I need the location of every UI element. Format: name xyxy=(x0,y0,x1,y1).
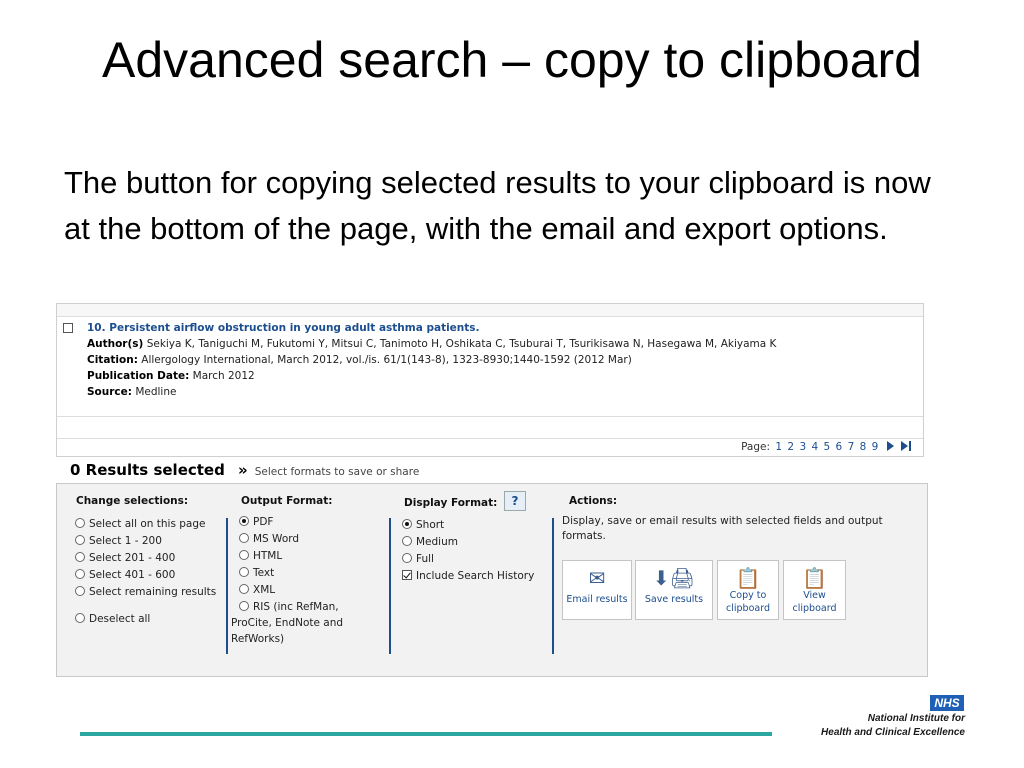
option-label: Text xyxy=(253,567,275,579)
view-label-line2: clipboard xyxy=(792,603,837,614)
option-label: Select 401 - 600 xyxy=(89,569,176,581)
copy-label-line1: Copy to xyxy=(729,590,767,601)
option-label: Select remaining results xyxy=(89,586,217,598)
pagination-row xyxy=(57,438,923,457)
record-top-strip xyxy=(57,304,923,317)
radio-icon[interactable] xyxy=(75,518,85,528)
radio-icon[interactable] xyxy=(75,586,85,596)
page-link-4[interactable]: 4 xyxy=(811,441,819,453)
select-401-600-option[interactable] xyxy=(75,569,175,581)
radio-icon[interactable] xyxy=(239,533,249,543)
save-results-button[interactable] xyxy=(635,560,713,620)
option-label: PDF xyxy=(253,516,274,528)
authors-value: Sekiya K, Taniguchi M, Fukutomi Y, Mitsui C, Tanimoto H, Oshikata C, Tsuburai T, Tsurikisawa N, Hasegawa M, Akiyama K xyxy=(146,338,777,350)
record-select-checkbox[interactable] xyxy=(63,323,73,333)
format-xml-option[interactable] xyxy=(239,584,275,596)
record-authors-row xyxy=(87,338,776,350)
copy-to-clipboard-label xyxy=(718,589,778,615)
option-label: RIS (inc RefMan, xyxy=(253,601,339,613)
nice-line-2: Health and Clinical Excellence xyxy=(821,727,965,738)
actions-description: Display, save or email results with selected fields and output formats. xyxy=(562,515,883,542)
page-link-5[interactable]: 5 xyxy=(823,441,831,453)
source-label: Source: xyxy=(87,386,132,398)
record-pubdate-row xyxy=(87,370,255,382)
record-title-link[interactable]: 10. Persistent airflow obstruction in young adult asthma patients. xyxy=(87,322,480,334)
slide-body-text: The button for copying selected results to your clipboard is now at the bottom of the page, with the email and export options. xyxy=(64,165,931,246)
nice-line-1: National Institute for xyxy=(867,713,965,724)
radio-selected-icon[interactable] xyxy=(402,519,412,529)
option-label: HTML xyxy=(253,550,283,562)
format-pdf-option[interactable] xyxy=(239,516,273,528)
radio-icon[interactable] xyxy=(239,550,249,560)
option-label: Select 201 - 400 xyxy=(89,552,176,564)
display-medium-option[interactable] xyxy=(402,536,458,548)
option-label: Select all on this page xyxy=(89,518,206,530)
copy-to-clipboard-button[interactable] xyxy=(717,560,779,620)
checkbox-checked-icon[interactable] xyxy=(402,570,412,580)
radio-icon[interactable] xyxy=(402,536,412,546)
radio-icon[interactable] xyxy=(239,567,249,577)
change-selections-column xyxy=(57,484,227,676)
page-link-9[interactable]: 9 xyxy=(871,441,879,453)
record-citation-row xyxy=(87,354,632,366)
pubdate-label: Publication Date: xyxy=(87,370,190,382)
deselect-all-option[interactable] xyxy=(75,613,150,625)
display-full-option[interactable] xyxy=(402,553,434,565)
radio-icon[interactable] xyxy=(402,553,412,563)
option-label: Include Search History xyxy=(416,570,535,582)
save-results-label: Save results xyxy=(644,594,704,605)
results-selected-hint: Select formats to save or share xyxy=(254,466,420,478)
envelope-icon: ✉ xyxy=(588,566,606,590)
email-results-label: Email results xyxy=(566,594,628,605)
column-divider xyxy=(226,518,228,654)
format-ris-line3: RefWorks) xyxy=(231,633,285,645)
output-format-column xyxy=(229,484,389,676)
email-results-button[interactable] xyxy=(562,560,632,620)
download-printer-icon: ⬇🖨 xyxy=(652,566,696,590)
format-ris-line2: ProCite, EndNote and xyxy=(231,617,344,629)
select-all-on-page-option[interactable] xyxy=(75,518,205,530)
option-label: Select 1 - 200 xyxy=(89,535,162,547)
nhs-logo: NHS xyxy=(930,695,964,711)
radio-icon[interactable] xyxy=(75,535,85,545)
display-short-option[interactable] xyxy=(402,519,444,531)
radio-icon[interactable] xyxy=(239,601,249,611)
view-clipboard-label xyxy=(784,589,845,615)
output-format-heading: Output Format: xyxy=(241,495,333,507)
results-selected-line xyxy=(70,460,419,479)
results-selected-count: 0 Results selected xyxy=(70,461,225,479)
option-label: Full xyxy=(416,553,434,565)
footer-accent-line xyxy=(80,732,772,736)
results-actions-panel xyxy=(56,483,928,677)
pubdate-value: March 2012 xyxy=(192,370,255,382)
option-label: Medium xyxy=(416,536,458,548)
display-format-column xyxy=(392,484,552,676)
result-record-panel xyxy=(56,303,924,457)
select-remaining-option[interactable] xyxy=(75,586,216,598)
radio-selected-icon[interactable] xyxy=(239,516,249,526)
option-label: Deselect all xyxy=(89,613,151,625)
page-link-6[interactable]: 6 xyxy=(835,441,843,453)
clipboard-icon: 📋 xyxy=(802,566,827,590)
radio-icon[interactable] xyxy=(75,569,85,579)
option-label: XML xyxy=(253,584,276,596)
pagination-label: Page: xyxy=(741,441,771,453)
clipboard-add-icon: 📋 xyxy=(735,566,761,590)
select-201-400-option[interactable] xyxy=(75,552,175,564)
next-page-icon[interactable] xyxy=(887,441,894,451)
double-chevron-icon: » xyxy=(237,461,248,479)
format-html-option[interactable] xyxy=(239,550,282,562)
column-divider xyxy=(389,518,391,654)
page-link-2[interactable]: 2 xyxy=(787,441,795,453)
copy-label-line2: clipboard xyxy=(726,603,770,614)
view-clipboard-button[interactable] xyxy=(783,560,846,620)
nice-logo-text xyxy=(800,712,965,740)
page-link-7[interactable]: 7 xyxy=(847,441,855,453)
source-value: Medline xyxy=(135,386,177,398)
authors-label: Author(s) xyxy=(87,338,144,350)
radio-icon[interactable] xyxy=(75,613,85,623)
last-page-icon[interactable] xyxy=(897,441,911,453)
format-msword-option[interactable] xyxy=(239,533,299,545)
change-selections-heading: Change selections: xyxy=(76,495,189,507)
option-label: Short xyxy=(416,519,445,531)
citation-value: Allergology International, March 2012, vol./is. 61/1(143-8), 1323-8930;1440-1592 (2012 Mar) xyxy=(141,354,632,366)
page-link-3[interactable]: 3 xyxy=(799,441,807,453)
record-divider xyxy=(57,416,923,417)
column-divider xyxy=(552,518,554,654)
format-ris-option[interactable] xyxy=(239,601,339,613)
page-link-8[interactable]: 8 xyxy=(859,441,867,453)
page-link-1[interactable]: 1 xyxy=(775,441,783,453)
view-label-line1: View xyxy=(803,590,826,601)
radio-icon[interactable] xyxy=(239,584,249,594)
actions-heading: Actions: xyxy=(569,495,618,507)
pagination xyxy=(741,441,911,453)
slide-title: Advanced search – copy to clipboard xyxy=(102,32,922,88)
citation-label: Citation: xyxy=(87,354,138,366)
record-source-row xyxy=(87,386,176,398)
include-search-history-option[interactable] xyxy=(402,570,534,582)
option-label: MS Word xyxy=(253,533,300,545)
radio-icon[interactable] xyxy=(75,552,85,562)
display-format-help-button[interactable]: ? xyxy=(504,491,526,511)
select-1-200-option[interactable] xyxy=(75,535,162,547)
display-format-heading: Display Format: xyxy=(404,497,498,509)
format-text-option[interactable] xyxy=(239,567,274,579)
